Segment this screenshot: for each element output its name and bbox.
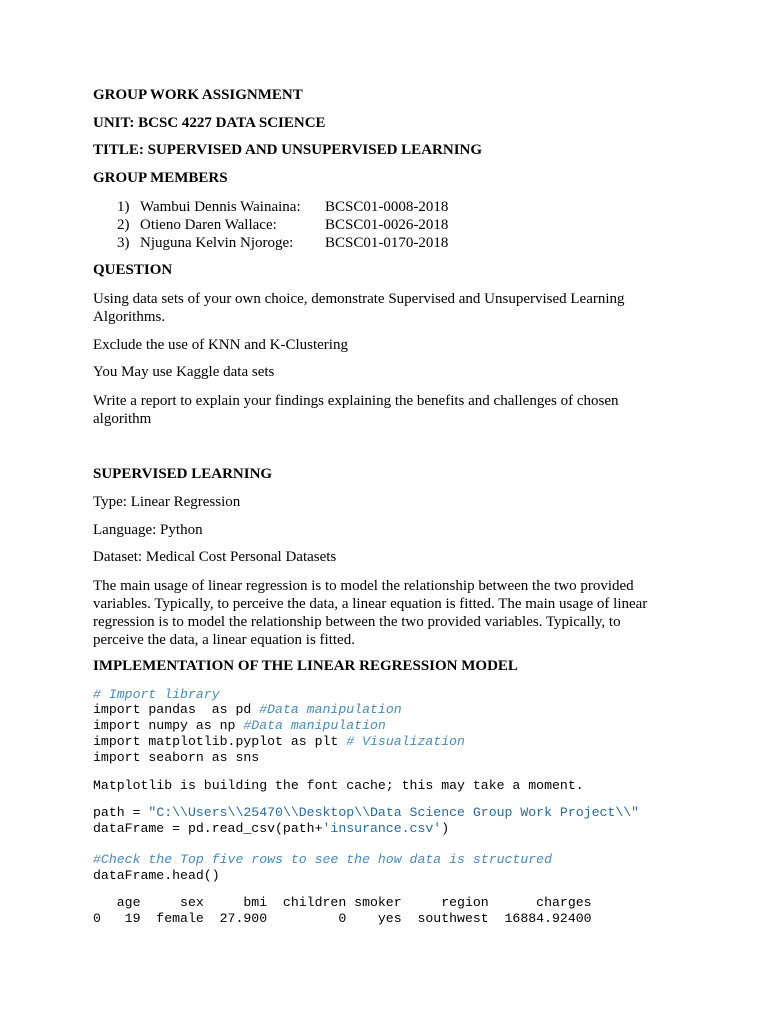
member-name: Njuguna Kelvin Njoroge: — [140, 235, 294, 251]
code-comment: #Data manipulation — [259, 702, 402, 717]
member-reg-number: BCSC01-0170-2018 — [325, 235, 449, 251]
code-comment: #Check the Top five rows to see the how data is structured — [93, 852, 552, 867]
question-exclude: Exclude the use of KNN and K-Clustering — [93, 337, 348, 353]
member-item — [117, 198, 577, 216]
member-number: 1) — [117, 199, 130, 215]
question-heading: QUESTION — [93, 262, 173, 278]
code-line — [93, 805, 639, 821]
question-line: Write a report to explain your findings explaining the benefits and challenges of chosen — [93, 393, 619, 409]
code-text: import seaborn as sns — [93, 750, 260, 765]
implementation-heading: IMPLEMENTATION OF THE LINEAR REGRESSION MODEL — [93, 658, 518, 674]
supervised-paragraph — [93, 577, 693, 649]
question-line: algorithm — [93, 411, 152, 427]
question-line: Algorithms. — [93, 309, 166, 325]
member-item — [117, 216, 577, 234]
supervised-dataset: Dataset: Medical Cost Personal Datasets — [93, 549, 337, 565]
member-name: Otieno Daren Wallace: — [140, 217, 277, 233]
member-number: 3) — [117, 235, 130, 251]
question-kaggle: You May use Kaggle data sets — [93, 364, 275, 380]
assignment-heading: GROUP WORK ASSIGNMENT — [93, 87, 303, 103]
paragraph-line: perceive the data, a linear equation is fitted. — [93, 632, 355, 648]
code-line — [93, 750, 259, 766]
code-comment: # Import library — [93, 687, 220, 702]
question-text — [93, 290, 653, 326]
title-heading: TITLE: SUPERVISED AND UNSUPERVISED LEARNING — [93, 142, 483, 158]
paragraph-line: variables. Typically, to perceive the data, a linear equation is fitted. The main usage of linear — [93, 596, 648, 612]
code-comment: # Visualization — [346, 734, 465, 749]
code-text: path = — [93, 805, 149, 820]
code-comment: #Data manipulation — [243, 718, 386, 733]
supervised-heading: SUPERVISED LEARNING — [93, 466, 273, 482]
member-item — [117, 234, 577, 252]
member-reg-number: BCSC01-0008-2018 — [325, 199, 449, 215]
unit-heading: UNIT: BCSC 4227 DATA SCIENCE — [93, 115, 326, 131]
paragraph-line: regression is to model the relationship between the two provided variables. Typically, to — [93, 614, 621, 630]
code-text: import matplotlib.pyplot as plt — [93, 734, 347, 749]
paragraph-line: The main usage of linear regression is to model the relationship between the two provided — [93, 578, 634, 594]
code-line — [93, 718, 386, 734]
code-line — [93, 702, 402, 718]
question-report — [93, 392, 653, 428]
code-line: dataFrame.head() — [93, 868, 220, 883]
code-string: 'insurance.csv' — [322, 821, 442, 836]
member-reg-number: BCSC01-0026-2018 — [325, 217, 449, 233]
code-text: import pandas as pd — [93, 702, 260, 717]
table-header: age sex bmi children smoker region charges — [93, 895, 592, 910]
supervised-language: Language: Python — [93, 522, 203, 538]
code-text: import numpy as np — [93, 718, 244, 733]
member-number: 2) — [117, 217, 130, 233]
member-name: Wambui Dennis Wainaina: — [140, 199, 301, 215]
supervised-type: Type: Linear Regression — [93, 494, 241, 510]
code-text: ) — [441, 821, 450, 836]
code-text: dataFrame = pd.read_csv(path+ — [93, 821, 323, 836]
code-string: "C:\\Users\\25470\\Desktop\\Data Science Group Work Project\\" — [148, 805, 640, 820]
code-line — [93, 734, 465, 750]
table-row: 0 19 female 27.900 0 yes southwest 16884.92400 — [93, 911, 592, 926]
output-message: Matplotlib is building the font cache; this may take a moment. — [93, 778, 584, 793]
question-line: Using data sets of your own choice, demonstrate Supervised and Unsupervised Learning — [93, 291, 625, 307]
members-heading: GROUP MEMBERS — [93, 170, 228, 186]
code-line — [93, 821, 449, 837]
